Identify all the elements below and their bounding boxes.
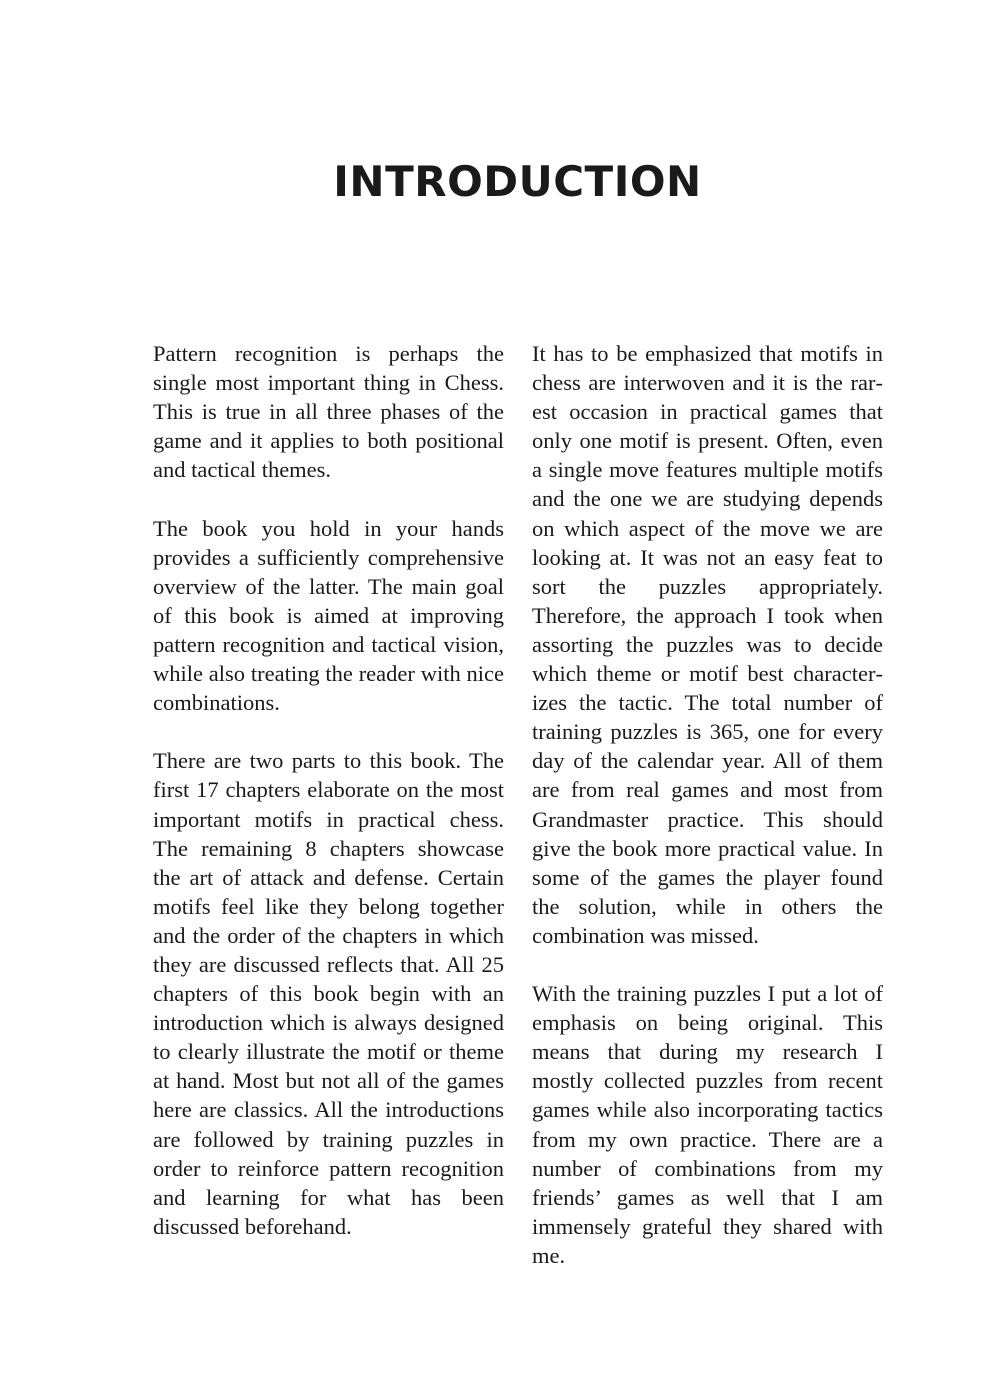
paragraph-book-parts: There are two parts to this book. The first 17 chapters elaborate on the most important motifs in practical chess. The remaining 8 chapters showcase the art of attack and defense. Certain motifs feel like they belong together and the order of the chapters in which they are discussed reflects that. All 25 chapters of this book begin with an introduction which is always designed to clearly illustrate the motif or theme at hand. Most but not all of the games here are classics. All the introductions are followed by training puzzles in order to reinforce pattern recognition and learning for what has been discussed beforehand. — [153, 748, 504, 1239]
paragraph-motifs-interwoven: It has to be emphasized that motifs in chess are interwoven and it is the rarest occasion in practical games that only one motif is present. Often, even a single move features multiple motifs and the one we are studying depends on which aspect of the move we are looking at. It was not an easy feat to sort the puzzles appropriately. Therefore, the approach I took when assorting the puzzles was to decide which theme or motif best characterizes the tactic. The total number of training puzzles is 365, one for every day of the calendar year. All of them are from real games and most from Grandmaster practice. This should give the book more practical value. In some of the games the player found the solution, while in others the combination was missed. — [532, 341, 883, 948]
paragraph-book-overview: The book you hold in your hands provides a sufficiently comprehensive overview of the latter. The main goal of this book is aimed at improving pattern recognition and tactical vision, while also treating the reader with nice combinations. — [153, 515, 504, 716]
page-title: INTRODUCTION — [333, 157, 702, 206]
right-column — [532, 339, 883, 1270]
paragraph-pattern-recognition: Pattern recognition is perhaps the single most important thing in Chess. This is true in all three phases of the game and it applies to both positional and tactical themes. — [153, 341, 504, 483]
left-column — [153, 339, 504, 1241]
paragraph-training-puzzles: With the training puzzles I put a lot of emphasis on being original. This means that during my research I mostly collected puzzles from recent games while also incorporating tactics from my own practice. There are a number of combinations from my friends’ games as well that I am immensely grateful they shared with me. — [532, 981, 883, 1268]
